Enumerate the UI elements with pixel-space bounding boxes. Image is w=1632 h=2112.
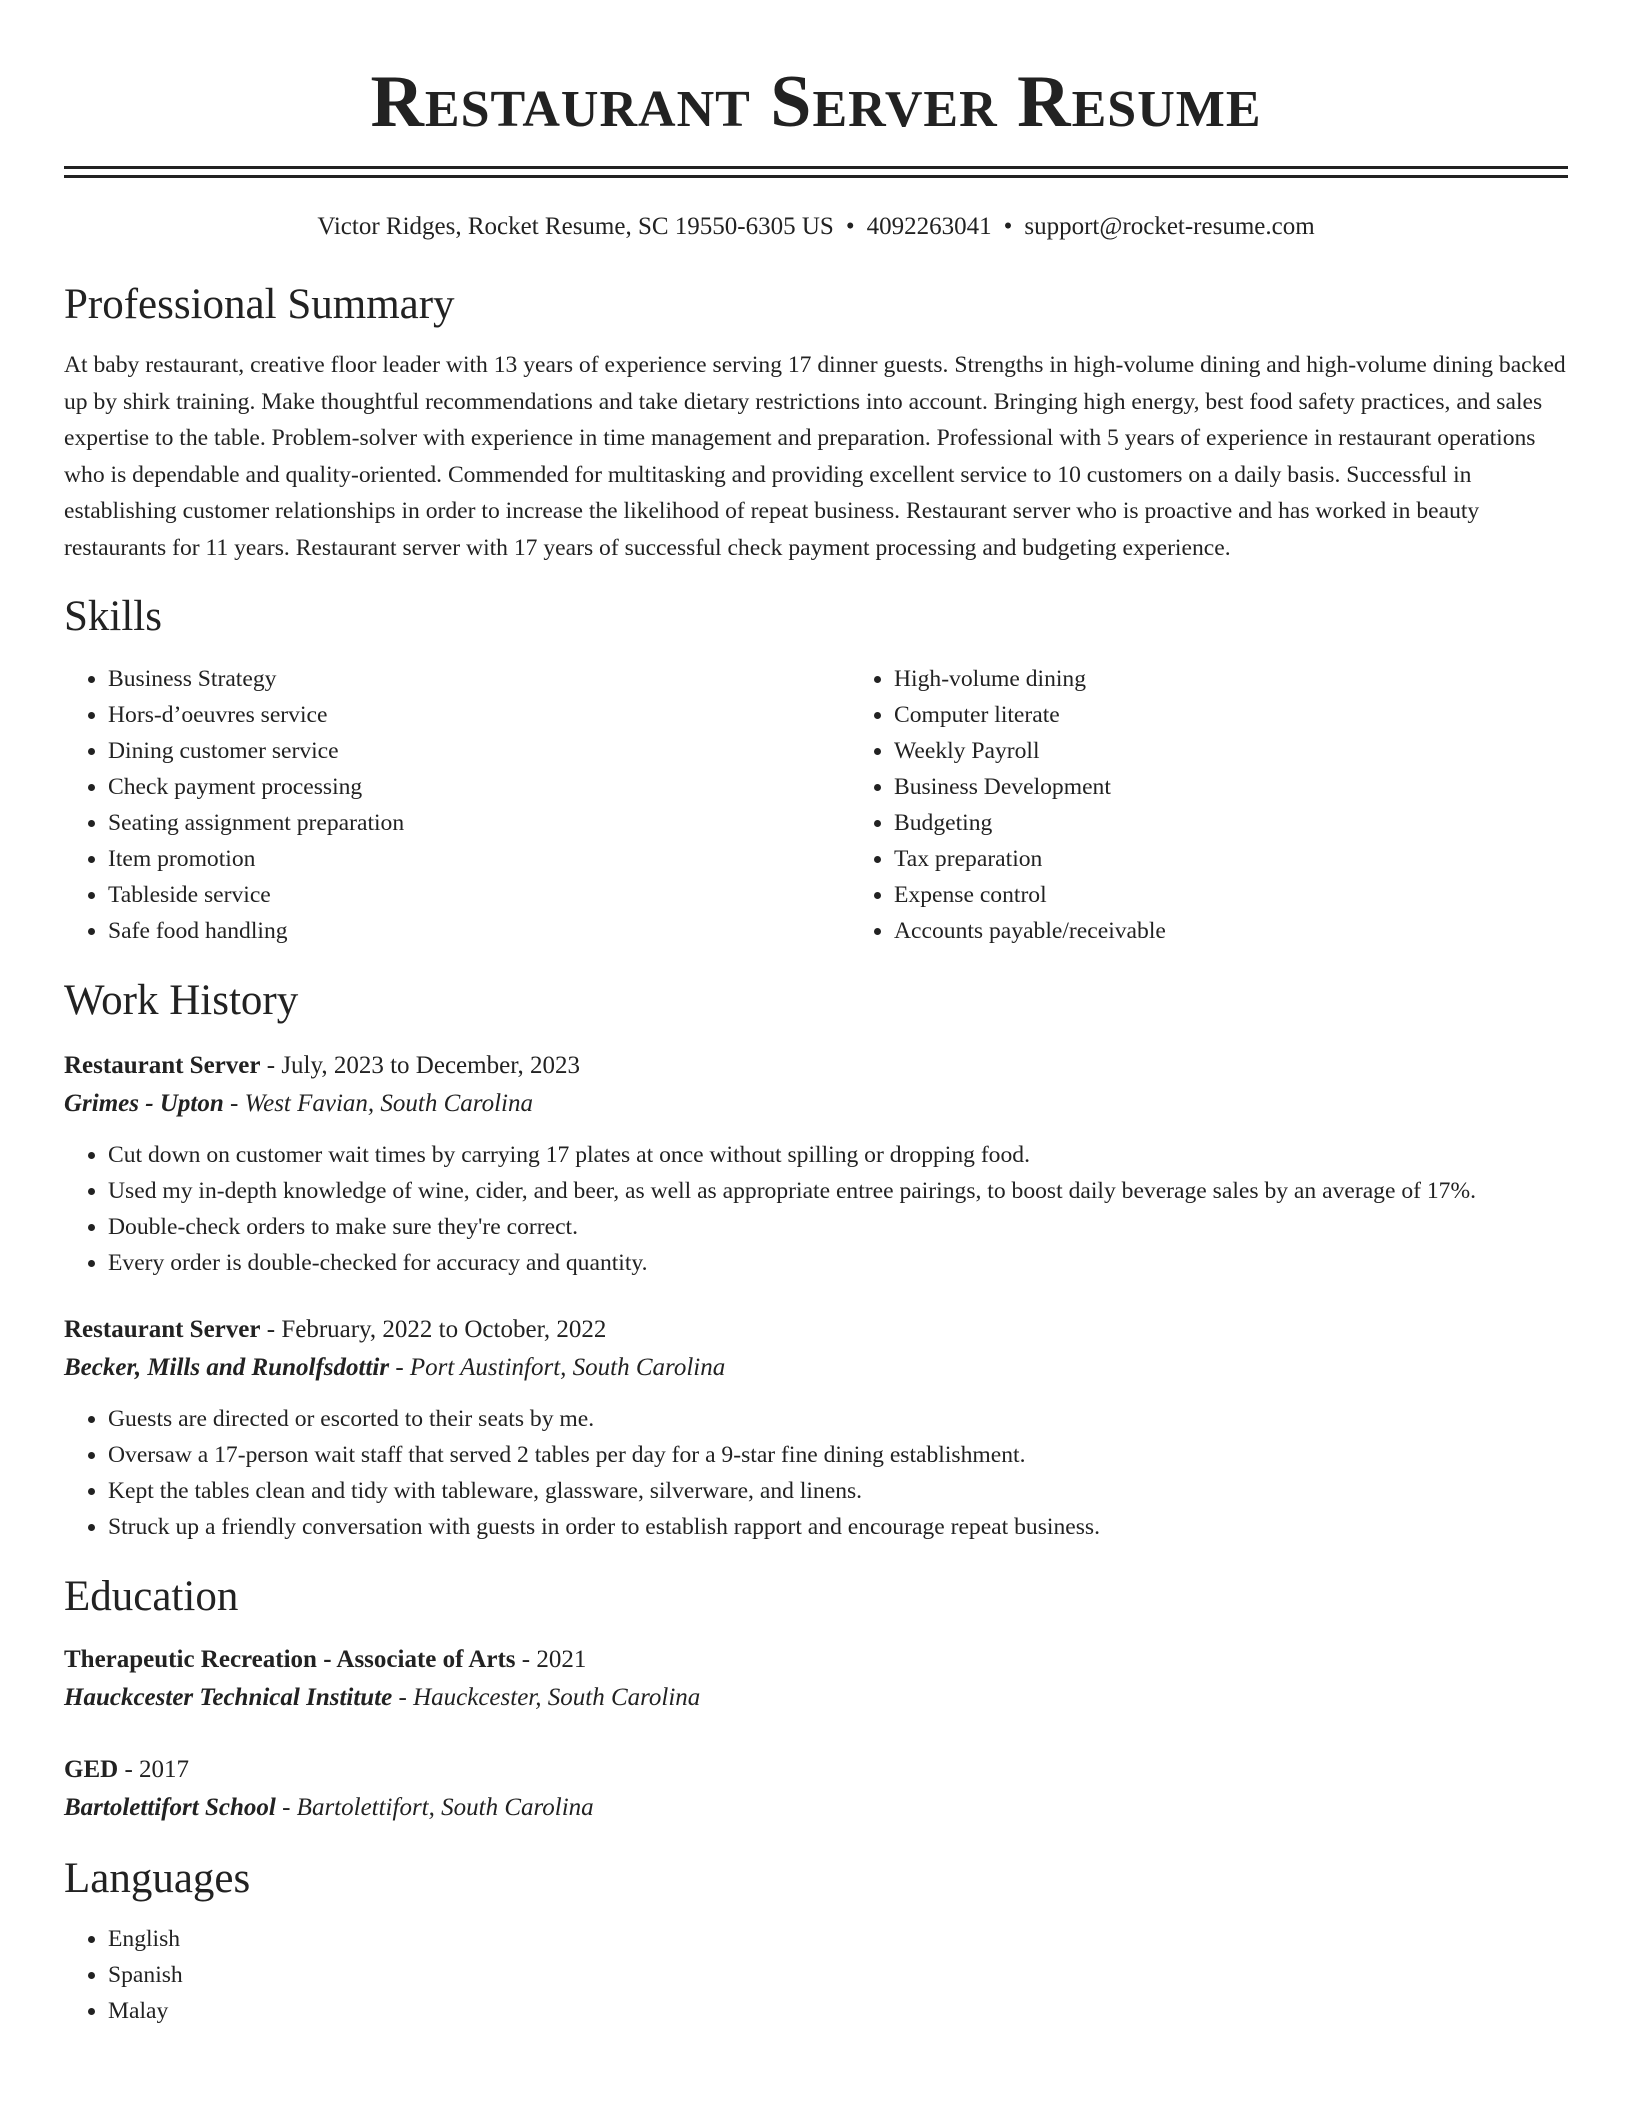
skill-item: • Weekly Payroll [894,733,1632,769]
degree: Therapeutic Recreation - Associate of Arts [64,1646,516,1673]
education-heading: Education [64,1573,239,1620]
languages-list [64,1921,1568,2029]
skill-item: • Tableside service [108,877,850,913]
skill-item: • Accounts payable/receivable [894,913,1632,949]
degree-line [64,1751,1568,1789]
contact-phone: 4092263041 [866,213,992,240]
skill-item: • Check payment processing [108,769,850,805]
title-divider-top [64,166,1568,169]
language-item: • Spanish [108,1957,1568,1993]
languages-section [64,1853,1568,2029]
job-dates: July, 2023 to December, 2023 [281,1052,581,1079]
degree-dash: - [118,1756,140,1783]
skill-item: • Expense control [894,877,1632,913]
job-dates: February, 2022 to October, 2022 [281,1316,607,1343]
school-line [64,1789,1568,1827]
contact-email: support@rocket-resume.com [1024,213,1315,240]
skill-item: • Business Strategy [108,661,850,697]
job-bullet: • Every order is double-checked for accuracy and quantity. [108,1245,1568,1281]
summary-text: At baby restaurant, creative floor leader with 13 years of experience serving 17 dinner guests. Strengths in high-volume dining and high-volume dining backed up by shirk training. Make thoughtful recommendations and take dietary restrictions into account. Bringing high energy, best food safety practices, and sales expertise to the table. Problem-solver with experience in time management and preparation. Professional with 5 years of experience in restaurant operations who is dependable and quality-oriented. Commended for multitasking and providing excellent service to 10 customers on a daily basis. Successful in establishing customer relationships in order to increase the likelihood of repeat business. Restaurant server who is proactive and has worked in beauty restaurants for 11 years. Restaurant server with 17 years of successful check payment processing and budgeting experience. [64,352,1566,561]
contact-separator: • [845,213,855,240]
job-location: West Favian, South Carolina [244,1090,533,1117]
work-history-heading: Work History [64,977,299,1024]
skill-item: • Dining customer service [108,733,850,769]
skills-heading: Skills [64,593,162,640]
job-dash: - [389,1354,410,1381]
job-bullet: • Cut down on customer wait times by carrying 17 plates at once without spilling or dropping food. [108,1137,1568,1173]
skill-item: • Seating assignment preparation [108,805,850,841]
job-entry [64,1311,1568,1545]
language-item: • English [108,1921,1568,1957]
school-location: Hauckcester, South Carolina [413,1684,701,1711]
job-dash: - [260,1052,282,1079]
skills-list-left [64,661,850,949]
job-bullet: • Struck up a friendly conversation with guests in order to establish rapport and encourage repeat business. [108,1509,1568,1545]
degree-year: 2021 [536,1646,587,1673]
school-name: Hauckcester Technical Institute [64,1684,393,1711]
skills-section [64,591,1568,949]
languages-heading: Languages [64,1855,251,1902]
contact-address: Victor Ridges, Rocket Resume, SC 19550-6305 US [317,213,834,240]
contact-line [64,211,1568,243]
title-divider-bottom [64,175,1568,178]
job-company: Becker, Mills and Runolfsdottir [64,1354,390,1381]
school-location: Bartolettifort, South Carolina [296,1794,594,1821]
education-entry [64,1751,1568,1827]
resume-title: Restaurant Server Resume [370,61,1262,143]
skill-item: • Safe food handling [108,913,850,949]
job-bullet: • Guests are directed or escorted to their seats by me. [108,1401,1568,1437]
degree: GED [64,1756,119,1783]
language-item: • Malay [108,1993,1568,2029]
skills-list-right [850,661,1632,949]
degree-dash: - [515,1646,537,1673]
job-bullets [64,1137,1568,1281]
job-entry [64,1047,1568,1281]
job-title-line [64,1047,1568,1085]
job-title: Restaurant Server [64,1316,261,1343]
job-bullet: • Double-check orders to make sure they're correct. [108,1209,1568,1245]
school-name: Bartolettifort School [64,1794,276,1821]
skill-item: • Tax preparation [894,841,1632,877]
skills-columns [64,661,1568,949]
contact-separator: • [1003,213,1013,240]
school-dash: - [275,1794,297,1821]
job-bullet: • Oversaw a 17-person wait staff that served 2 tables per day for a 9-star fine dining establishment. [108,1437,1568,1473]
job-bullet: • Kept the tables clean and tidy with tableware, glassware, silverware, and linens. [108,1473,1568,1509]
degree-line [64,1641,1568,1679]
work-history-section [64,975,1568,1545]
education-entry [64,1641,1568,1717]
job-location: Port Austinfort, South Carolina [409,1354,726,1381]
skill-item: • Hors-d’oeuvres service [108,697,850,733]
skill-item: • Item promotion [108,841,850,877]
summary-section [64,279,1568,566]
job-dash: - [260,1316,282,1343]
job-title-line [64,1311,1568,1349]
school-line [64,1679,1568,1717]
job-company-line [64,1349,1568,1387]
job-title: Restaurant Server [64,1052,261,1079]
school-dash: - [392,1684,414,1711]
skill-item: • Business Development [894,769,1632,805]
skill-item: • Computer literate [894,697,1632,733]
job-company-line [64,1085,1568,1123]
skill-item: • Budgeting [894,805,1632,841]
job-bullet: • Used my in-depth knowledge of wine, cider, and beer, as well as appropriate entree pairings, to boost daily beverage sales by an average of 17%. [108,1173,1568,1209]
degree-year: 2017 [139,1756,190,1783]
job-bullets [64,1401,1568,1545]
summary-heading: Professional Summary [64,281,455,328]
skill-item: • High-volume dining [894,661,1632,697]
job-company: Grimes - Upton [64,1090,224,1117]
education-section [64,1571,1568,1827]
job-dash: - [223,1090,245,1117]
